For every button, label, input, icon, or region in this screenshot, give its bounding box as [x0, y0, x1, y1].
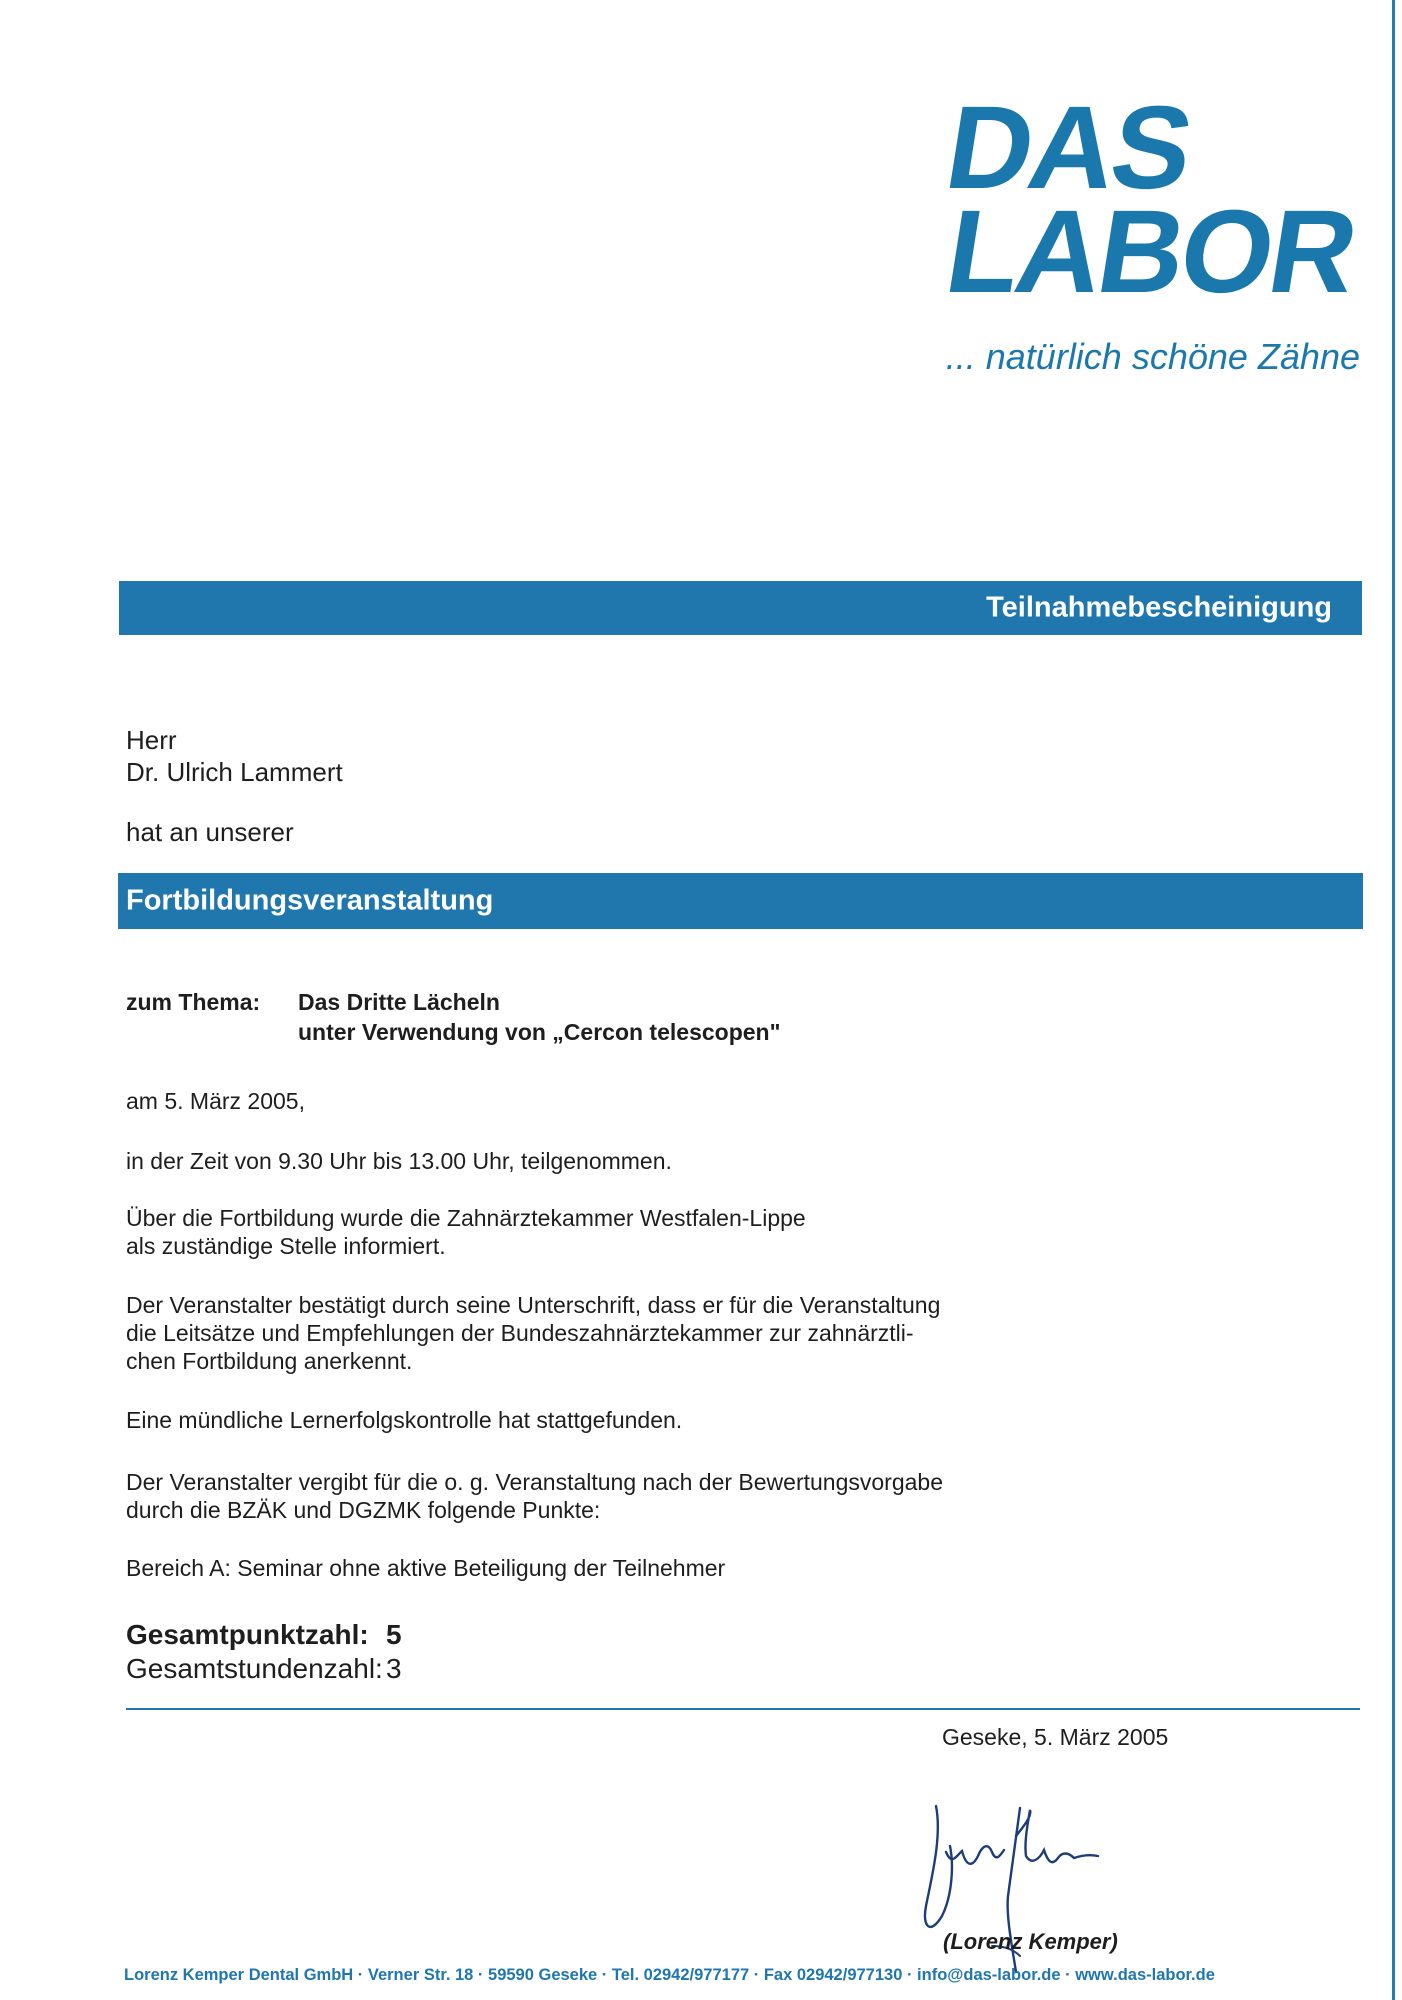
logo-line-1: DAS	[937, 82, 1199, 214]
total-hours-label: Gesamtstundenzahl:	[126, 1653, 383, 1684]
right-edge-stripe	[1392, 0, 1395, 2000]
total-points-value: 5	[386, 1619, 402, 1650]
event-banner	[118, 873, 1363, 929]
intro-text: hat an unserer	[126, 817, 294, 847]
logo-tagline: ... natürlich schöne Zähne	[945, 336, 1360, 377]
document-title: Teilnahmebescheinigung	[986, 591, 1332, 624]
recipient-name: Dr. Ulrich Lammert	[126, 757, 343, 787]
total-points-label: Gesamtpunktzahl:	[126, 1619, 369, 1650]
event-date: am 5. März 2005,	[126, 1088, 305, 1114]
topic-line-2: unter Verwendung von „Cercon telescopen"	[298, 1019, 781, 1045]
chamber-line-1: Über die Fortbildung wurde die Zahnärztekammer Westfalen-Lippe	[126, 1205, 806, 1231]
points-line-1: Der Veranstalter vergibt für die o. g. Veranstaltung nach der Bewertungsvorgabe	[126, 1469, 943, 1495]
points-line-2: durch die BZÄK und DGZMK folgende Punkte:	[126, 1497, 601, 1523]
footer-contact: Lorenz Kemper Dental GmbH · Verner Str. 18 · 59590 Geseke · Tel. 02942/977177 · Fax 02942/977130 · info@das-labor.de · www.das-labor.de	[124, 1966, 1215, 1984]
recipient-salutation: Herr	[126, 725, 177, 755]
logo-line-2: LABOR	[937, 186, 1364, 318]
chamber-line-2: als zuständige Stelle informiert.	[126, 1233, 446, 1259]
topic-line-1: Das Dritte Lächeln	[298, 989, 500, 1015]
guidelines-line-2: die Leitsätze und Empfehlungen der Bundeszahnärztekammer zur zahnärztli-	[126, 1320, 914, 1346]
title-banner	[119, 581, 1362, 635]
divider-line	[126, 1708, 1360, 1710]
event-banner-label: Fortbildungsveranstaltung	[126, 884, 494, 917]
total-hours-value: 3	[386, 1653, 402, 1684]
place-date: Geseke, 5. März 2005	[942, 1724, 1169, 1750]
topic-label: zum Thema:	[126, 989, 261, 1015]
area-line: Bereich A: Seminar ohne aktive Beteiligung der Teilnehmer	[126, 1555, 726, 1581]
signatory-name: (Lorenz Kemper)	[943, 1929, 1118, 1954]
guidelines-line-1: Der Veranstalter bestätigt durch seine Unterschrift, dass er für die Veranstaltung	[126, 1292, 941, 1318]
event-time: in der Zeit von 9.30 Uhr bis 13.00 Uhr, teilgenommen.	[126, 1148, 672, 1174]
guidelines-line-3: chen Fortbildung anerkennt.	[126, 1348, 413, 1374]
learning-control: Eine mündliche Lernerfolgskontrolle hat stattgefunden.	[126, 1407, 683, 1433]
